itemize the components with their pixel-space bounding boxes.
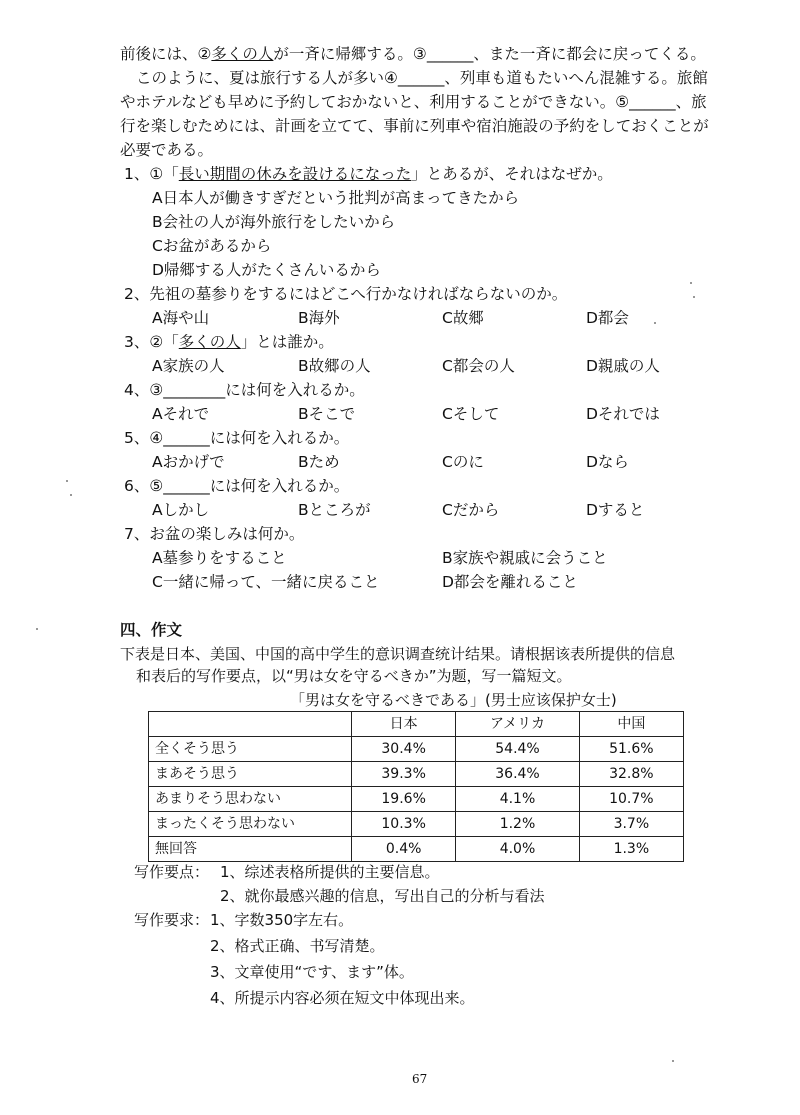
scan-speck [36,628,38,630]
table-row [149,812,684,837]
page-number: 67 [412,1072,428,1086]
table-row [149,837,684,862]
q4-option-a: Aそれで [152,405,210,423]
q3-option-d: D親戚の人 [586,357,660,375]
question-4: 4、③________には何を入れるか。 [124,381,365,399]
question-3 [124,332,334,352]
q7-option-d: D都会を離れること [442,573,578,591]
q6-option-a: Aしかし [152,501,210,519]
passage-text: 前後には、② [120,45,212,63]
row-label: 無回答 [149,837,352,862]
q6-option-b: Bところが [298,501,371,519]
table-row [149,737,684,762]
q2-option-b: B海外 [298,309,340,327]
essay-intro-2: 和表后的写作要点，以“男は女を守るべきか”为题，写一篇短文。 [136,667,572,685]
table-cell: 4.1% [456,787,579,812]
scan-speck [654,322,656,324]
scan-speck [690,282,692,284]
q1-option-d: D帰郷する人がたくさんいるから [152,261,381,279]
q1-option-c: Cお盆があるから [152,237,272,255]
table-cell: 30.4% [352,737,456,762]
underlined-phrase: 長い期間の休みを設けるになった [178,165,412,183]
question-7: 7、お盆の楽しみは何か。 [124,525,305,543]
table-row [149,787,684,812]
header-cell: 日本 [352,712,456,737]
header-cell: 中国 [579,712,683,737]
essay-intro-1: 下表是日本、美国、中国的高中学生的意识调查统计结果。请根据该表所提供的信息 [120,645,676,663]
q3-option-c: C都会の人 [442,357,515,375]
passage-line-3: やホテルなども早めに予約しておかないと、利用することができない。⑤______、旅 [120,93,707,111]
writing-point-2: 2、就你最感兴趣的信息，写出自己的分析与看法 [220,887,545,905]
underlined-phrase: 多くの人 [211,45,274,63]
table-cell: 0.4% [352,837,456,862]
q7-option-b: B家族や親戚に会うこと [442,549,608,567]
table-cell: 3.7% [579,812,683,837]
table-cell: 54.4% [456,737,579,762]
scan-speck [693,296,695,298]
passage-line-1 [120,44,706,64]
table-cell: 10.3% [352,812,456,837]
question-6: 6、⑤______には何を入れるか。 [124,477,350,495]
q5-option-c: Cのに [442,453,484,471]
scan-speck [66,480,68,482]
table-cell: 1.3% [579,837,683,862]
requirement-4: 4、所提示内容必须在短文中体现出来。 [210,989,475,1007]
q1-option-a: A日本人が働きすぎだという批判が高まってきたから [152,189,520,207]
requirement-2: 2、格式正确、书写清楚。 [210,937,385,955]
scan-speck [672,1060,674,1062]
q2-option-d: D都会 [586,309,629,327]
requirement-3: 3、文章使用“です、ます”体。 [210,963,414,981]
q4-option-b: Bそこで [298,405,356,423]
table-row [149,762,684,787]
passage-line-2: このように、夏は旅行する人が多い④______、列車も道もたいへん混雑する。旅館 [136,69,708,87]
q6-option-c: Cだから [442,501,500,519]
q2-option-a: A海や山 [152,309,210,327]
passage-line-5: 必要である。 [120,141,214,159]
header-cell [149,712,352,737]
table-title: 「男は女を守るべきである」(男士应该保护女士) [290,691,617,709]
q7-option-c: C一緒に帰って、一緒に戻ること [152,573,380,591]
q3-option-a: A家族の人 [152,357,225,375]
underlined-phrase: 多くの人 [178,333,241,351]
header-cell: アメリカ [456,712,579,737]
table-cell: 51.6% [579,737,683,762]
table-header-row [149,712,684,737]
question-1 [124,164,613,184]
requirements-label: 写作要求： [134,911,210,929]
passage-text: が一斉に帰郷する。③______、また一斉に都会に戻ってくる。 [273,45,706,63]
question-5: 5、④______には何を入れるか。 [124,429,350,447]
table-cell: 19.6% [352,787,456,812]
question-text: 」とは誰か。 [240,333,334,351]
passage-line-4: 行を楽しむためには、計画を立てて、事前に列車や宿泊施設の予約をしておくことが [120,117,709,135]
q4-option-c: Cそして [442,405,500,423]
question-2: 2、先祖の墓参りをするにはどこへ行かなければならないのか。 [124,285,568,303]
q7-option-a: A墓参りをすること [152,549,287,567]
points-label: 写作要点： [134,863,210,881]
row-label: まあそう思う [149,762,352,787]
q5-option-b: Bため [298,453,340,471]
survey-table [148,711,684,862]
scan-speck [70,494,72,496]
question-text: 1、①「 [124,165,179,183]
q5-option-a: Aおかげで [152,453,225,471]
row-label: まったくそう思わない [149,812,352,837]
section-heading: 四、作文 [120,621,183,639]
q1-option-b: B会社の人が海外旅行をしたいから [152,213,396,231]
table-cell: 10.7% [579,787,683,812]
question-text: 」とあるが、それはなぜか。 [411,165,613,183]
requirement-1: 1、字数350字左右。 [210,911,354,929]
table-cell: 36.4% [456,762,579,787]
question-text: 3、②「 [124,333,179,351]
q6-option-d: Dすると [586,501,645,519]
q3-option-b: B故郷の人 [298,357,371,375]
row-label: あまりそう思わない [149,787,352,812]
table-cell: 32.8% [579,762,683,787]
q4-option-d: Dそれでは [586,405,660,423]
q2-option-c: C故郷 [442,309,484,327]
row-label: 全くそう思う [149,737,352,762]
writing-point-1: 1、综述表格所提供的主要信息。 [220,863,440,881]
q5-option-d: Dなら [586,453,629,471]
table-cell: 4.0% [456,837,579,862]
table-cell: 1.2% [456,812,579,837]
table-cell: 39.3% [352,762,456,787]
